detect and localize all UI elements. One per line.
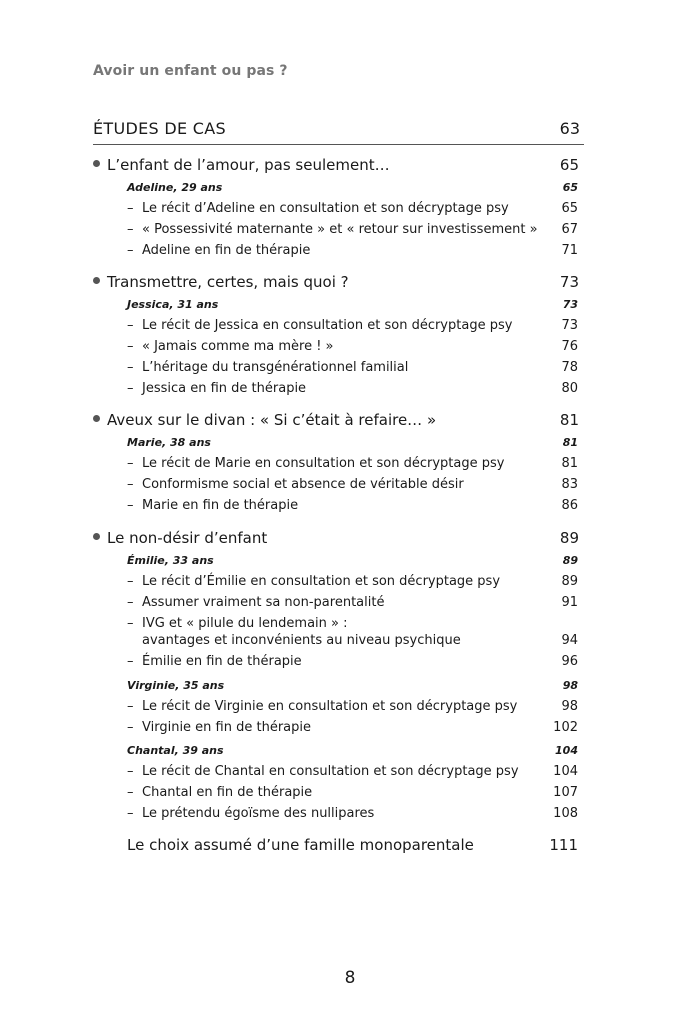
chapter-page: 73 (559, 273, 579, 291)
toc-person (0, 294, 700, 314)
person-name: Marie, 38 ans (127, 435, 211, 449)
section-rule (93, 144, 584, 145)
person-page: 89 (562, 553, 578, 567)
entry-title: « Jamais comme ma mère ! » (142, 338, 334, 354)
toc-person (0, 740, 700, 760)
entry-title: Le récit de Marie en consultation et son décryptage psy (142, 455, 505, 471)
bullet-icon (93, 533, 100, 540)
bullet-icon (93, 277, 100, 284)
entry-title: « Possessivité maternante » et « retour sur investissement » (142, 221, 538, 237)
page-number: 8 (344, 968, 356, 988)
toc-final-entry (0, 835, 700, 855)
running-head: Avoir un enfant ou pas ? (93, 63, 288, 79)
toc-entry-continued (0, 630, 700, 650)
entry-title: Le récit de Virginie en consultation et son décryptage psy (142, 698, 518, 714)
dash: – (127, 698, 134, 714)
entry-page: 83 (561, 476, 578, 492)
toc-entry (0, 803, 700, 823)
dash: – (127, 719, 134, 735)
entry-title: Assumer vraiment sa non-parentalité (142, 594, 385, 610)
dash: – (127, 221, 134, 237)
person-name: Émilie, 33 ans (127, 553, 214, 567)
final-entry-page: 111 (549, 836, 578, 854)
entry-title: IVG et « pilule du lendemain » : (142, 615, 348, 631)
chapter-page: 81 (559, 411, 579, 429)
chapter-title: Le non-désir d’enfant (107, 529, 268, 547)
toc-chapter (0, 272, 700, 292)
entry-page: 78 (561, 359, 578, 375)
toc-entry (0, 357, 700, 377)
entry-title: Marie en fin de thérapie (142, 497, 299, 513)
entry-title: Le récit de Chantal en consultation et son décryptage psy (142, 763, 519, 779)
dash: – (127, 200, 134, 216)
dash: – (127, 763, 134, 779)
entry-title: Chantal en fin de thérapie (142, 784, 313, 800)
person-page: 81 (562, 435, 578, 449)
entry-title: Virginie en fin de thérapie (142, 719, 311, 735)
entry-title: Adeline en fin de thérapie (142, 242, 311, 258)
toc-person (0, 432, 700, 452)
toc-entry (0, 240, 700, 260)
person-page: 65 (562, 180, 578, 194)
toc-entry (0, 315, 700, 335)
entry-page: 94 (561, 632, 578, 648)
toc-person (0, 177, 700, 197)
entry-page: 102 (553, 719, 578, 735)
entry-title: Émilie en fin de thérapie (142, 653, 302, 669)
entry-page: 73 (561, 317, 578, 333)
person-page: 104 (555, 743, 578, 757)
person-name: Jessica, 31 ans (127, 297, 219, 311)
dash: – (127, 784, 134, 800)
toc-entry (0, 219, 700, 239)
dash: – (127, 573, 134, 589)
entry-page: 71 (561, 242, 578, 258)
entry-page: 98 (561, 698, 578, 714)
entry-page: 96 (561, 653, 578, 669)
toc-person (0, 550, 700, 570)
entry-page: 107 (553, 784, 578, 800)
entry-page: 104 (553, 763, 578, 779)
toc-entry (0, 651, 700, 671)
entry-page: 80 (561, 380, 578, 396)
entry-title: Le prétendu égoïsme des nullipares (142, 805, 375, 821)
chapter-title: Aveux sur le divan : « Si c’était à refaire… » (107, 411, 437, 429)
toc-chapter (0, 155, 700, 175)
toc-entry (0, 571, 700, 591)
toc-entry (0, 378, 700, 398)
chapter-page: 89 (559, 529, 579, 547)
dash: – (127, 380, 134, 396)
toc-chapter (0, 410, 700, 430)
entry-page: 89 (561, 573, 578, 589)
section-page: 63 (559, 118, 580, 138)
toc-entry (0, 198, 700, 218)
entry-title: Le récit d’Émilie en consultation et son décryptage psy (142, 573, 501, 589)
entry-page: 86 (561, 497, 578, 513)
bullet-icon (93, 415, 100, 422)
entry-title: Jessica en fin de thérapie (142, 380, 307, 396)
person-name: Adeline, 29 ans (127, 180, 223, 194)
toc-entry (0, 453, 700, 473)
dash: – (127, 653, 134, 669)
dash: – (127, 497, 134, 513)
toc-entry (0, 696, 700, 716)
dash: – (127, 455, 134, 471)
final-entry-title: Le choix assumé d’une famille monoparentale (127, 836, 474, 854)
entry-page: 81 (561, 455, 578, 471)
entry-page: 91 (561, 594, 578, 610)
bullet-icon (93, 160, 100, 167)
entry-page: 67 (561, 221, 578, 237)
dash: – (127, 359, 134, 375)
dash: – (127, 338, 134, 354)
chapter-page: 65 (559, 156, 579, 174)
entry-title: L’héritage du transgénérationnel familial (142, 359, 409, 375)
entry-title: Le récit d’Adeline en consultation et son décryptage psy (142, 200, 509, 216)
toc-chapter (0, 528, 700, 548)
dash: – (127, 476, 134, 492)
dash: – (127, 805, 134, 821)
chapter-title: L’enfant de l’amour, pas seulement… (107, 156, 390, 174)
toc-entry (0, 717, 700, 737)
person-name: Chantal, 39 ans (127, 743, 224, 757)
toc-person (0, 675, 700, 695)
section-title: ÉTUDES DE CAS (93, 118, 226, 138)
entry-page: 108 (553, 805, 578, 821)
toc-entry (0, 474, 700, 494)
toc-entry (0, 761, 700, 781)
entry-title: Conformisme social et absence de véritable désir (142, 476, 464, 492)
toc-entry (0, 782, 700, 802)
dash: – (127, 615, 134, 631)
entry-title: Le récit de Jessica en consultation et son décryptage psy (142, 317, 513, 333)
section-header (0, 118, 700, 138)
person-page: 73 (562, 297, 578, 311)
entry-page: 65 (561, 200, 578, 216)
toc-entry (0, 495, 700, 515)
toc-entry (0, 592, 700, 612)
chapter-title: Transmettre, certes, mais quoi ? (107, 273, 349, 291)
person-page: 98 (562, 678, 578, 692)
entry-title-line2: avantages et inconvénients au niveau psychique (142, 632, 461, 648)
entry-page: 76 (561, 338, 578, 354)
toc-entry (0, 336, 700, 356)
dash: – (127, 242, 134, 258)
person-name: Virginie, 35 ans (127, 678, 225, 692)
dash: – (127, 594, 134, 610)
dash: – (127, 317, 134, 333)
